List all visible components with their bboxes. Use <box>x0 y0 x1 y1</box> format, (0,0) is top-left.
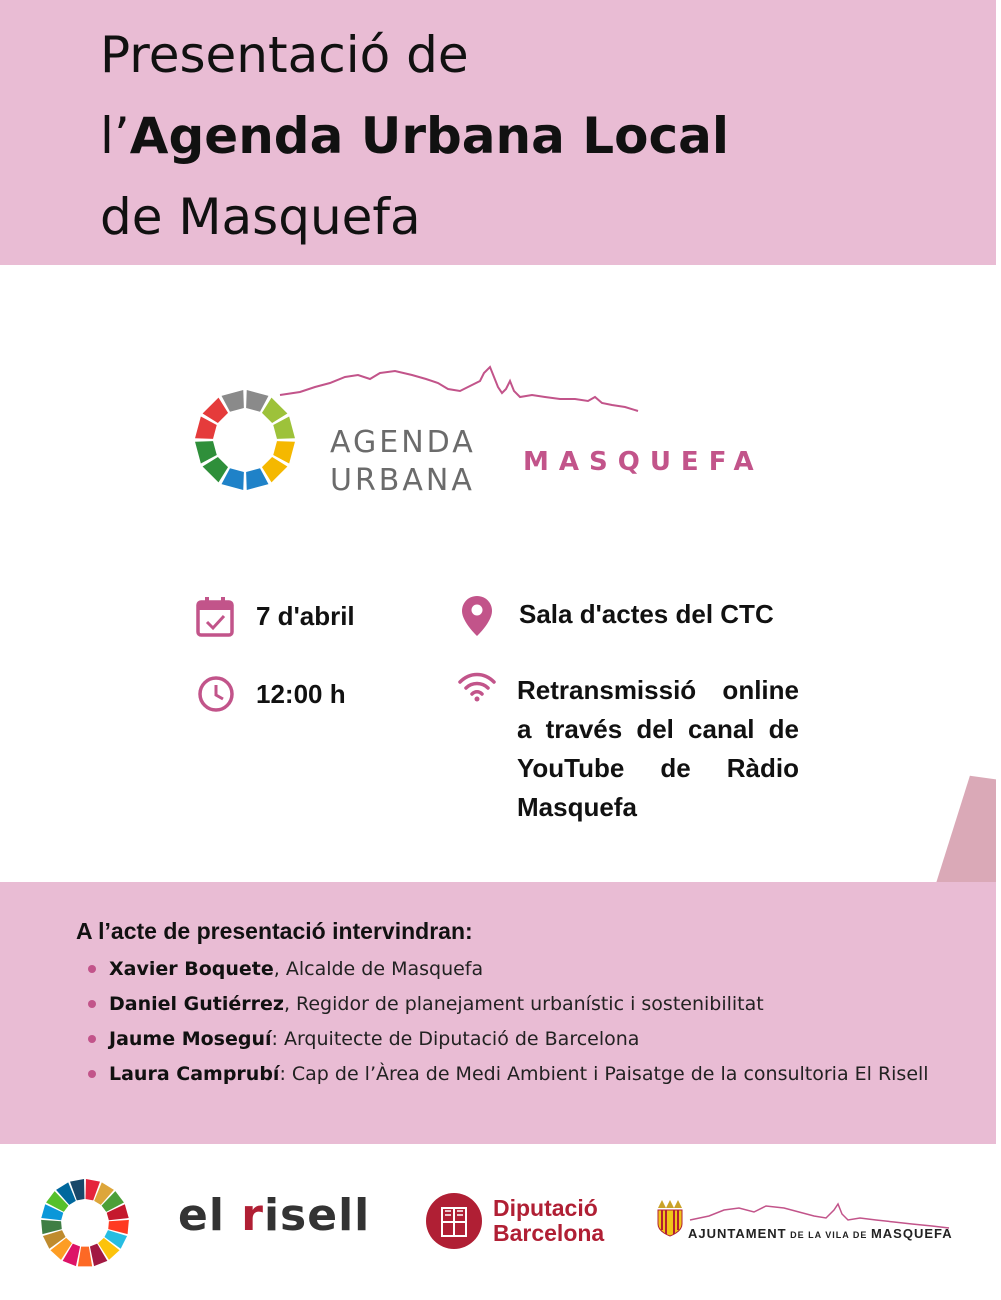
clock-icon <box>197 675 235 713</box>
event-stream: Retransmissió online a través del canal de YouTube de Ràdio Masquefa <box>517 675 799 822</box>
bullet-icon <box>88 1035 96 1043</box>
agenda-word: AGENDA <box>330 425 476 460</box>
title-line-2 <box>100 106 729 166</box>
list-item <box>88 991 929 1026</box>
list-item <box>88 1026 929 1061</box>
speakers-section <box>0 882 996 1144</box>
title-line-2-bold: Agenda Urbana Local <box>129 107 729 165</box>
footer-logos <box>0 1144 996 1300</box>
speaker-name: Jaume Moseguí <box>109 1028 272 1050</box>
ring-segment <box>203 398 228 423</box>
ajuntament-b: DE LA VILA DE <box>786 1230 871 1240</box>
list-item <box>88 1061 929 1096</box>
speaker-role: : Cap de l’Àrea de Medi Ambient i Paisatge de la consultoria El Risell <box>279 1063 929 1085</box>
ring-segment <box>262 457 287 482</box>
page-edge <box>996 0 1001 1300</box>
ajuntament-logo-text <box>688 1226 953 1241</box>
speaker-role: , Alcalde de Masquefa <box>273 958 484 980</box>
header-band <box>0 0 996 265</box>
el-risell-logo <box>178 1190 370 1241</box>
calendar-icon <box>196 597 234 637</box>
title-line-3: de Masquefa <box>100 188 421 246</box>
speaker-role: : Arquitecte de Diputació de Barcelona <box>271 1028 640 1050</box>
risell-part-b: r <box>241 1190 264 1241</box>
sdg-wheel-logo-icon <box>39 1177 131 1269</box>
event-place: Sala d'actes del CTC <box>519 599 774 629</box>
masquefa-word: MASQUEFA <box>523 447 764 477</box>
event-section <box>0 265 996 882</box>
bullet-icon <box>88 1070 96 1078</box>
list-item <box>88 956 929 991</box>
risell-part-a: el <box>178 1190 242 1241</box>
diputacio-line-1: Diputació <box>493 1195 598 1221</box>
title-line-1: Presentació de <box>100 26 469 84</box>
ring-segment <box>78 1247 92 1267</box>
diputacio-seal-icon <box>425 1192 483 1250</box>
sdg-ring-icon <box>194 389 304 499</box>
speakers-list <box>88 956 929 1096</box>
speaker-name: Laura Camprubí <box>109 1063 280 1085</box>
speakers-heading: A l’acte de presentació intervindran: <box>76 918 473 944</box>
bullet-icon <box>88 1000 96 1008</box>
ring-segment <box>203 457 228 482</box>
risell-part-c: isell <box>263 1190 371 1241</box>
event-date: 7 d'abril <box>256 601 355 631</box>
bullet-icon <box>88 965 96 973</box>
diputacio-line-2: Barcelona <box>493 1220 605 1246</box>
wifi-icon <box>458 670 496 702</box>
speaker-role: , Regidor de planejament urbanístic i sostenibilitat <box>283 993 764 1015</box>
ring-segment <box>262 398 287 423</box>
diputacio-logo-text <box>493 1196 604 1246</box>
ajuntament-c: MASQUEFA <box>870 1226 953 1241</box>
urbana-word: URBANA <box>330 463 475 498</box>
speaker-name: Daniel Gutiérrez <box>109 993 284 1015</box>
event-time: 12:00 h <box>256 679 346 709</box>
location-pin-icon <box>461 595 493 637</box>
agenda-urbana-logo <box>180 345 800 545</box>
speaker-name: Xavier Boquete <box>109 958 274 980</box>
ajuntament-a: AJUNTAMENT <box>688 1226 787 1241</box>
title-line-2-prefix: l’ <box>100 107 130 165</box>
